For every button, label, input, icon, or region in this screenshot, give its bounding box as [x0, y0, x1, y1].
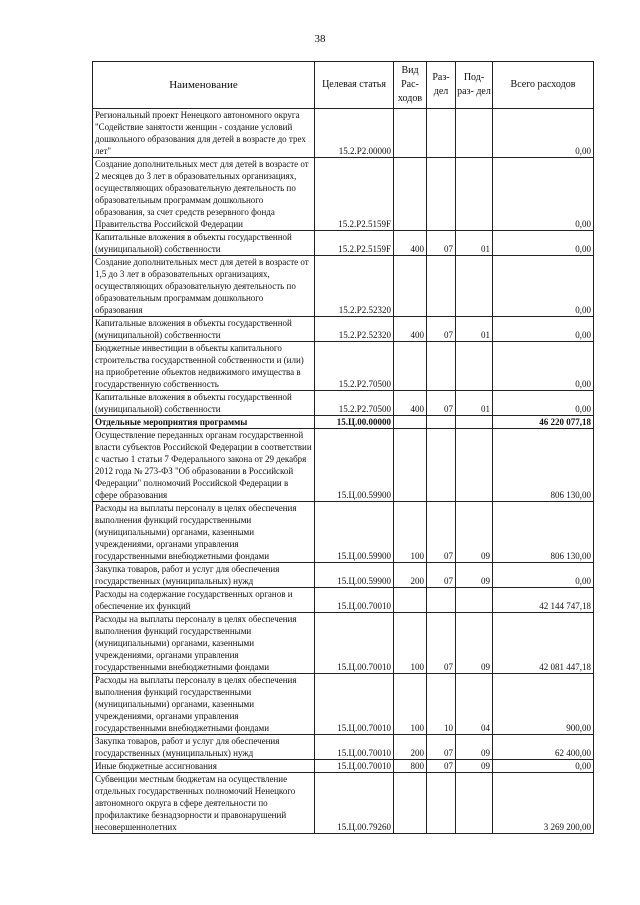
table-row — [93, 342, 594, 391]
cell-subsection — [456, 416, 493, 429]
header-name: Наименование — [93, 62, 315, 109]
cell-subsection — [456, 773, 493, 834]
cell-name: Иные бюджетные ассигнования — [93, 760, 315, 773]
cell-name: Капитальные вложения в объекты государственной (муниципальной) собственности — [93, 231, 315, 256]
table-row — [93, 109, 594, 158]
cell-target-code: 15.Ц.00.70010 — [315, 735, 394, 760]
cell-expense-type: 100 — [394, 674, 427, 735]
cell-expense-type: 200 — [394, 735, 427, 760]
cell-section: 07 — [427, 391, 456, 416]
cell-name: Субвенции местным бюджетам на осуществление отдельных государственных полномочий Ненецкого автономного округа в сфере деятельности по профилактике безнадзорности и правонарушений несовершеннолетних — [93, 773, 315, 834]
header-vid: Вид Рас- ходов — [394, 62, 427, 109]
cell-section: 10 — [427, 674, 456, 735]
cell-target-code: 15.2.P2.70500 — [315, 391, 394, 416]
header-code: Целевая статья — [315, 62, 394, 109]
cell-section: 07 — [427, 502, 456, 563]
cell-total-amount: 42 144 747,18 — [493, 588, 594, 613]
cell-expense-type — [394, 109, 427, 158]
cell-name: Расходы на выплаты персоналу в целях обеспечения выполнения функций государственными (муниципальными) органами, казенными учреждениями, органами управления государственными внебюджетными фондами — [93, 613, 315, 674]
cell-section: 07 — [427, 231, 456, 256]
table-row — [93, 674, 594, 735]
cell-expense-type — [394, 256, 427, 317]
cell-section — [427, 429, 456, 502]
table-row — [93, 231, 594, 256]
cell-target-code: 15.Ц.00.59900 — [315, 502, 394, 563]
table-row — [93, 158, 594, 231]
cell-total-amount: 46 220 077,18 — [493, 416, 594, 429]
cell-target-code: 15.Ц.00.59900 — [315, 429, 394, 502]
cell-name: Расходы на выплаты персоналу в целях обеспечения выполнения функций государственными (муниципальными) органами, казенными учреждениями, органами управления государственными внебюджетными фондами — [93, 674, 315, 735]
cell-section — [427, 416, 456, 429]
header-amount: Всего расходов — [493, 62, 594, 109]
cell-name: Создание дополнительных мест для детей в возрасте от 2 месяцев до 3 лет в образовательных организациях, осуществляющих образовательную деятельность по образовательным программам дошкольного образования, за счет средств резервного фонда Правительства Российской Федерации — [93, 158, 315, 231]
cell-section — [427, 342, 456, 391]
cell-total-amount: 806 130,00 — [493, 429, 594, 502]
table-row — [93, 317, 594, 342]
cell-expense-type — [394, 588, 427, 613]
cell-name: Региональный проект Ненецкого автономного округа "Содействие занятости женщин - создание условий дошкольного образования для детей в возрасте до трех лет" — [93, 109, 315, 158]
cell-expense-type: 400 — [394, 317, 427, 342]
cell-total-amount: 0,00 — [493, 256, 594, 317]
table-row — [93, 760, 594, 773]
cell-expense-type: 400 — [394, 391, 427, 416]
cell-section: 07 — [427, 735, 456, 760]
cell-section: 07 — [427, 317, 456, 342]
cell-subsection: 09 — [456, 760, 493, 773]
table-row — [93, 391, 594, 416]
cell-total-amount: 42 081 447,18 — [493, 613, 594, 674]
cell-subsection: 01 — [456, 231, 493, 256]
cell-name: Расходы на содержание государственных органов и обеспечение их функций — [93, 588, 315, 613]
cell-section: 07 — [427, 760, 456, 773]
cell-target-code: 15.Ц.00.70010 — [315, 588, 394, 613]
cell-total-amount: 0,00 — [493, 342, 594, 391]
budget-table — [92, 61, 594, 834]
cell-name: Капитальные вложения в объекты государственной (муниципальной) собственности — [93, 391, 315, 416]
cell-subsection — [456, 158, 493, 231]
cell-section — [427, 158, 456, 231]
cell-section — [427, 773, 456, 834]
cell-expense-type — [394, 342, 427, 391]
cell-name: Осуществление переданных органам государственной власти субъектов Российской Федерации в соответствии с частью 1 статьи 7 Федерального закона от 29 декабря 2012 года № 273-ФЗ "Об образовании в Российской Федерации" полномочий Российской Федерации в сфере образования — [93, 429, 315, 502]
cell-subsection — [456, 429, 493, 502]
cell-target-code: 15.2.P2.5159F — [315, 231, 394, 256]
cell-name: Закупка товаров, работ и услуг для обеспечения государственных (муниципальных) нужд — [93, 735, 315, 760]
table-row — [93, 256, 594, 317]
cell-total-amount: 806 130,00 — [493, 502, 594, 563]
table-row — [93, 613, 594, 674]
cell-name: Расходы на выплаты персоналу в целях обеспечения выполнения функций государственными (муниципальными) органами, казенными учреждениями, органами управления государственными внебюджетными фондами — [93, 502, 315, 563]
cell-subsection: 09 — [456, 735, 493, 760]
cell-subsection: 09 — [456, 563, 493, 588]
cell-expense-type: 400 — [394, 231, 427, 256]
cell-total-amount: 3 269 200,00 — [493, 773, 594, 834]
table-row — [93, 588, 594, 613]
cell-total-amount: 0,00 — [493, 391, 594, 416]
cell-target-code: 15.2.P2.52320 — [315, 256, 394, 317]
cell-total-amount: 900,00 — [493, 674, 594, 735]
cell-subsection: 09 — [456, 613, 493, 674]
cell-total-amount: 0,00 — [493, 158, 594, 231]
cell-target-code: 15.Ц.00.79260 — [315, 773, 394, 834]
cell-expense-type — [394, 429, 427, 502]
cell-target-code: 15.Ц.00.70010 — [315, 613, 394, 674]
table-row — [93, 773, 594, 834]
cell-subsection: 01 — [456, 391, 493, 416]
cell-section — [427, 588, 456, 613]
table-header — [93, 62, 594, 109]
cell-expense-type: 800 — [394, 760, 427, 773]
cell-expense-type — [394, 416, 427, 429]
cell-name: Капитальные вложения в объекты государственной (муниципальной) собственности — [93, 317, 315, 342]
table-body — [93, 109, 594, 834]
cell-total-amount: 0,00 — [493, 563, 594, 588]
table-row — [93, 563, 594, 588]
cell-target-code: 15.Ц.00.00000 — [315, 416, 394, 429]
cell-total-amount: 62 400,00 — [493, 735, 594, 760]
cell-target-code: 15.Ц.00.70010 — [315, 760, 394, 773]
cell-section — [427, 256, 456, 317]
cell-section — [427, 109, 456, 158]
cell-section: 07 — [427, 613, 456, 674]
header-podrazdel: Под- раз- дел — [456, 62, 493, 109]
cell-subsection: 04 — [456, 674, 493, 735]
cell-target-code: 15.2.P2.00000 — [315, 109, 394, 158]
cell-expense-type: 200 — [394, 563, 427, 588]
cell-name: Отдельные мероприятия программы — [93, 416, 315, 429]
cell-subsection: 09 — [456, 502, 493, 563]
cell-subsection — [456, 109, 493, 158]
page-number: 38 — [314, 33, 326, 45]
cell-target-code: 15.2.P2.5159F — [315, 158, 394, 231]
cell-name: Бюджетные инвестиции в объекты капитального строительства государственной собственности и (или) на приобретение объектов недвижимого имущества в государственную собственность — [93, 342, 315, 391]
table-row — [93, 735, 594, 760]
table-row — [93, 429, 594, 502]
cell-expense-type — [394, 773, 427, 834]
header-razdel: Раз- дел — [427, 62, 456, 109]
cell-subsection: 01 — [456, 317, 493, 342]
cell-total-amount: 0,00 — [493, 760, 594, 773]
cell-subsection — [456, 256, 493, 317]
cell-name: Создание дополнительных мест для детей в возрасте от 1,5 до 3 лет в образовательных организациях, осуществляющих образовательную деятельность по образовательным программам дошкольного образования — [93, 256, 315, 317]
cell-total-amount: 0,00 — [493, 317, 594, 342]
cell-target-code: 15.Ц.00.59900 — [315, 563, 394, 588]
table-row — [93, 502, 594, 563]
cell-expense-type — [394, 158, 427, 231]
cell-expense-type: 100 — [394, 502, 427, 563]
cell-name: Закупка товаров, работ и услуг для обеспечения государственных (муниципальных) нужд — [93, 563, 315, 588]
cell-total-amount: 0,00 — [493, 109, 594, 158]
cell-section: 07 — [427, 563, 456, 588]
cell-target-code: 15.2.P2.70500 — [315, 342, 394, 391]
table-row — [93, 416, 594, 429]
cell-total-amount: 0,00 — [493, 231, 594, 256]
cell-subsection — [456, 342, 493, 391]
cell-target-code: 15.Ц.00.70010 — [315, 674, 394, 735]
cell-subsection — [456, 588, 493, 613]
cell-expense-type: 100 — [394, 613, 427, 674]
cell-target-code: 15.2.P2.52320 — [315, 317, 394, 342]
